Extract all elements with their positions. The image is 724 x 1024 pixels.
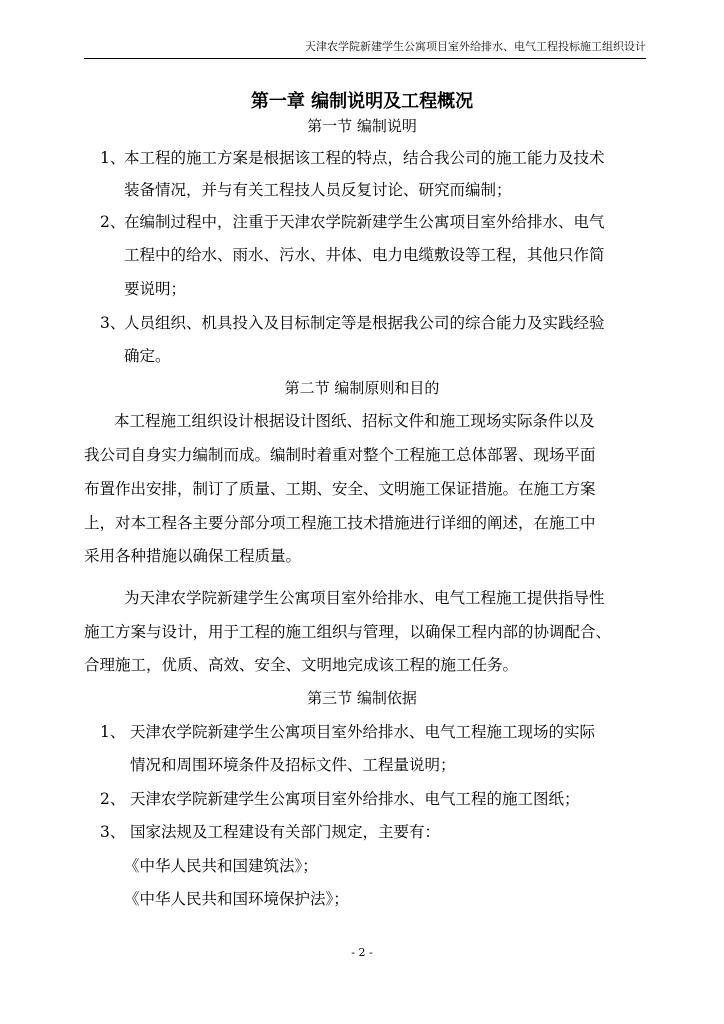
paragraph-line: 我公司自身实力编制而成。编制时着重对整个工程施工总体部署、现场平面 <box>84 446 596 464</box>
list-number: 2、 <box>100 213 126 231</box>
list-item-line: 确定。 <box>124 347 171 365</box>
list-number: 1、 <box>100 723 126 741</box>
list-item-line: 在编制过程中，注重于天津农学院新建学生公寓项目室外给排水、电气 <box>124 213 605 231</box>
list-item-line: 国家法规及工程建设有关部门规定，主要有： <box>130 823 441 841</box>
paragraph-line: 本工程施工组织设计根据设计图纸、招标文件和施工现场实际条件以及 <box>114 412 595 430</box>
paragraph-line: 布置作出安排，制订了质量、工期、安全、文明施工保证措施。在施工方案 <box>84 480 596 498</box>
law-reference: 《中华人民共和国建筑法》； <box>124 857 318 875</box>
section-title-2: 第二节 编制原则和目的 <box>284 379 440 397</box>
list-item-line: 人员组织、机具投入及目标制定等是根据我公司的综合能力及实践经验 <box>124 314 605 332</box>
list-item-line: 要说明； <box>124 280 187 298</box>
list-number: 1、 <box>100 149 126 167</box>
page-number: - 2 - <box>351 946 373 959</box>
paragraph-line: 采用各种措施以确保工程质量。 <box>84 547 302 565</box>
list-item-line: 天津农学院新建学生公寓项目室外给排水、电气工程的施工图纸； <box>130 790 580 808</box>
list-number: 3、 <box>100 823 126 841</box>
list-item-line: 本工程的施工方案是根据该工程的特点，结合我公司的施工能力及技术 <box>124 149 605 167</box>
list-item-line: 天津农学院新建学生公寓项目室外给排水、电气工程施工现场的实际 <box>130 723 596 741</box>
list-item-line: 工程中的给水、雨水、污水、井体、电力电缆敷设等工程，其他只作简 <box>124 246 605 264</box>
list-item-line: 装备情况，并与有关工程技人员反复讨论、研究而编制； <box>124 181 512 199</box>
chapter-title: 第一章 编制说明及工程概况 <box>250 91 474 112</box>
running-header: 天津农学院新建学生公寓项目室外给排水、电气工程投标施工组织设计 <box>84 40 646 59</box>
paragraph-line: 上，对本工程各主要分部分项工程施工技术措施进行详细的阐述，在施工中 <box>84 514 596 532</box>
list-number: 2、 <box>100 790 126 808</box>
paragraph-line: 为天津农学院新建学生公寓项目室外给排水、电气工程施工提供指导性 <box>124 589 605 607</box>
law-reference: 《中华人民共和国环境保护法》； <box>124 890 349 908</box>
list-number: 3、 <box>100 314 126 332</box>
list-item-line: 情况和周围环境条件及招标文件、工程量说明； <box>130 756 456 774</box>
paragraph-line: 合理施工，优质、高效、安全、文明地完成该工程的施工任务。 <box>84 656 519 674</box>
section-title-1: 第一节 编制说明 <box>307 117 417 135</box>
paragraph-line: 施工方案与设计，用于工程的施工组织与管理，以确保工程内部的协调配合、 <box>84 623 612 641</box>
section-title-3: 第三节 编制依据 <box>307 689 417 707</box>
